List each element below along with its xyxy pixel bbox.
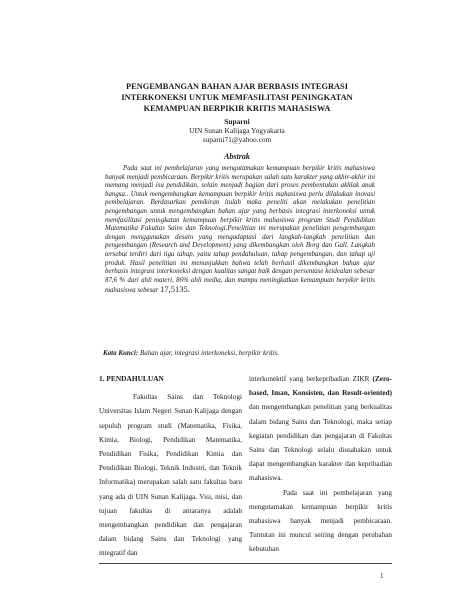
section-heading: 1. PENDAHULUAN [99,374,164,383]
right-para1-post: dan mengembangkan penelitian yang berkualitas dalam bidang Sains dan Teknologi, maka setiap kegiatan pendidikan dan pengajaran di Fakultas Sains dan Teknologi selalu diusahakan untuk dapat mengembangkan karakter dan kepribadian mahasiswa. [249,403,392,483]
author-name: Suparni [224,117,250,126]
abstract-end-value: 17,5135. [160,284,190,295]
right-paragraph-2: Pada saat ini pembelajaran yang mengutamakan kemampuan berpikir kritis mahasiswa banyak menjadi pembicaraan. Tuntutan ini muncul seiring dengan perubahan kebutuhan [249,488,392,554]
abstract-heading: Abstrak [224,152,250,161]
right-para1-bold: (Zero-based, Iman, Konsisten, dan Result-oriented) [249,375,392,398]
keywords-text: Bahan ajar, integrasi interkoneksi, berpikir kritis. [138,349,280,357]
author-affiliation: UIN Sunan Kalijaga Yogyakarta [189,126,285,135]
author-block [137,117,337,144]
footer-rule [99,563,392,564]
author-email: suparni71@yahoo.com [202,135,272,144]
keywords-label: Kata Kunci: [103,349,139,357]
left-column [99,372,242,561]
abstract-body [105,165,375,296]
abstract-paragraph [105,165,375,296]
title-line-2: INTERKONEKSI UNTUK MEMFASILITASI PENINGKATAN [121,93,353,102]
title-line-3: KEMAMPUAN BERPIKIR KRITIS MAHASISWA [143,104,331,113]
right-column [249,372,392,557]
abstract-text: Pada saat ini pembelajaran yang mengutamakan kemampuan berpikir kritis mahasiswa banyak menjadi pembicaraan. Berpikir kritis merupakan salah satu karakter yang akhir-akhir ini memang menjadi isu pendidikan, selain menjadi bagian dari proses pembentukan akhlak anak bangsa.. Untuk mengembangkan kemampuan berpikir kritis mahasiswa perlu dilakukan inovasi pembelajaran. Berdasarkan pemikiran itulah maka peneliti akan melakukan penelitian pengembangan untuk mengembangkan bahan ajar yang berbasis integrasi interkoneksi untuk memfasilitasi peningkatan kemampuan berpikir kritis mahasiswa program Studi Pendidikan Matematika Fakultas Sains dan Teknologi.Penelitian ini merupakan penelitian pengembangan dengan menggunakan desain yang mengadaptasi dari langkah-langkah penelitian dan pengembangan (Research and Development) yang dikembangkan oleh Borg dan Gall. Langkah tersebut terdiri dari tiga tahap, yaitu tahap pendahuluan, tahap pengembangan, dan tahap uji produk. Hasil penelitian ini menunjukkan bahwa telah berhasil dikembangkan bahan ajar berbasis integrasi interkoneksi dengan kualitas sangat baik dengan persentase keidealan sebesar 87,6 % dari ahli materi, 86% ahli media, dan mampu meningkatkan kemampuan berpikir kritis mahasiswa sebesar [105,165,375,295]
page-number: 1 [380,572,384,580]
paper-title [90,81,384,114]
right-para1-pre: interkonektif yang berkepribadian ZIKR [249,375,373,383]
keywords [103,349,378,358]
right-paragraph-1 [249,372,392,486]
left-paragraph: Fakultas Sains dan Teknologi Universitas Islam Negeri Sunan Kalijaga dengan sepuluh program studi (Matematika, Fisika, Kimia, Biologi, Pendidikan Matematika, Pendidikan Fisika, Pendidikan Kimia dan Pendidikan Biologi, Teknik Industri, dan Teknik Informatika) merupakan salah satu fakultas baru yang ada di UIN Sunan Kalijaga. Visi, misi, dan tujuan fakultas di antaranya adalah mengembangkan pendidikan dan pengajaran dalam bidang Sains dan Teknologi yang integratif dan [99,393,242,558]
title-line-1: PENGEMBANGAN BAHAN AJAR BERBASIS INTEGRASI [126,82,348,91]
